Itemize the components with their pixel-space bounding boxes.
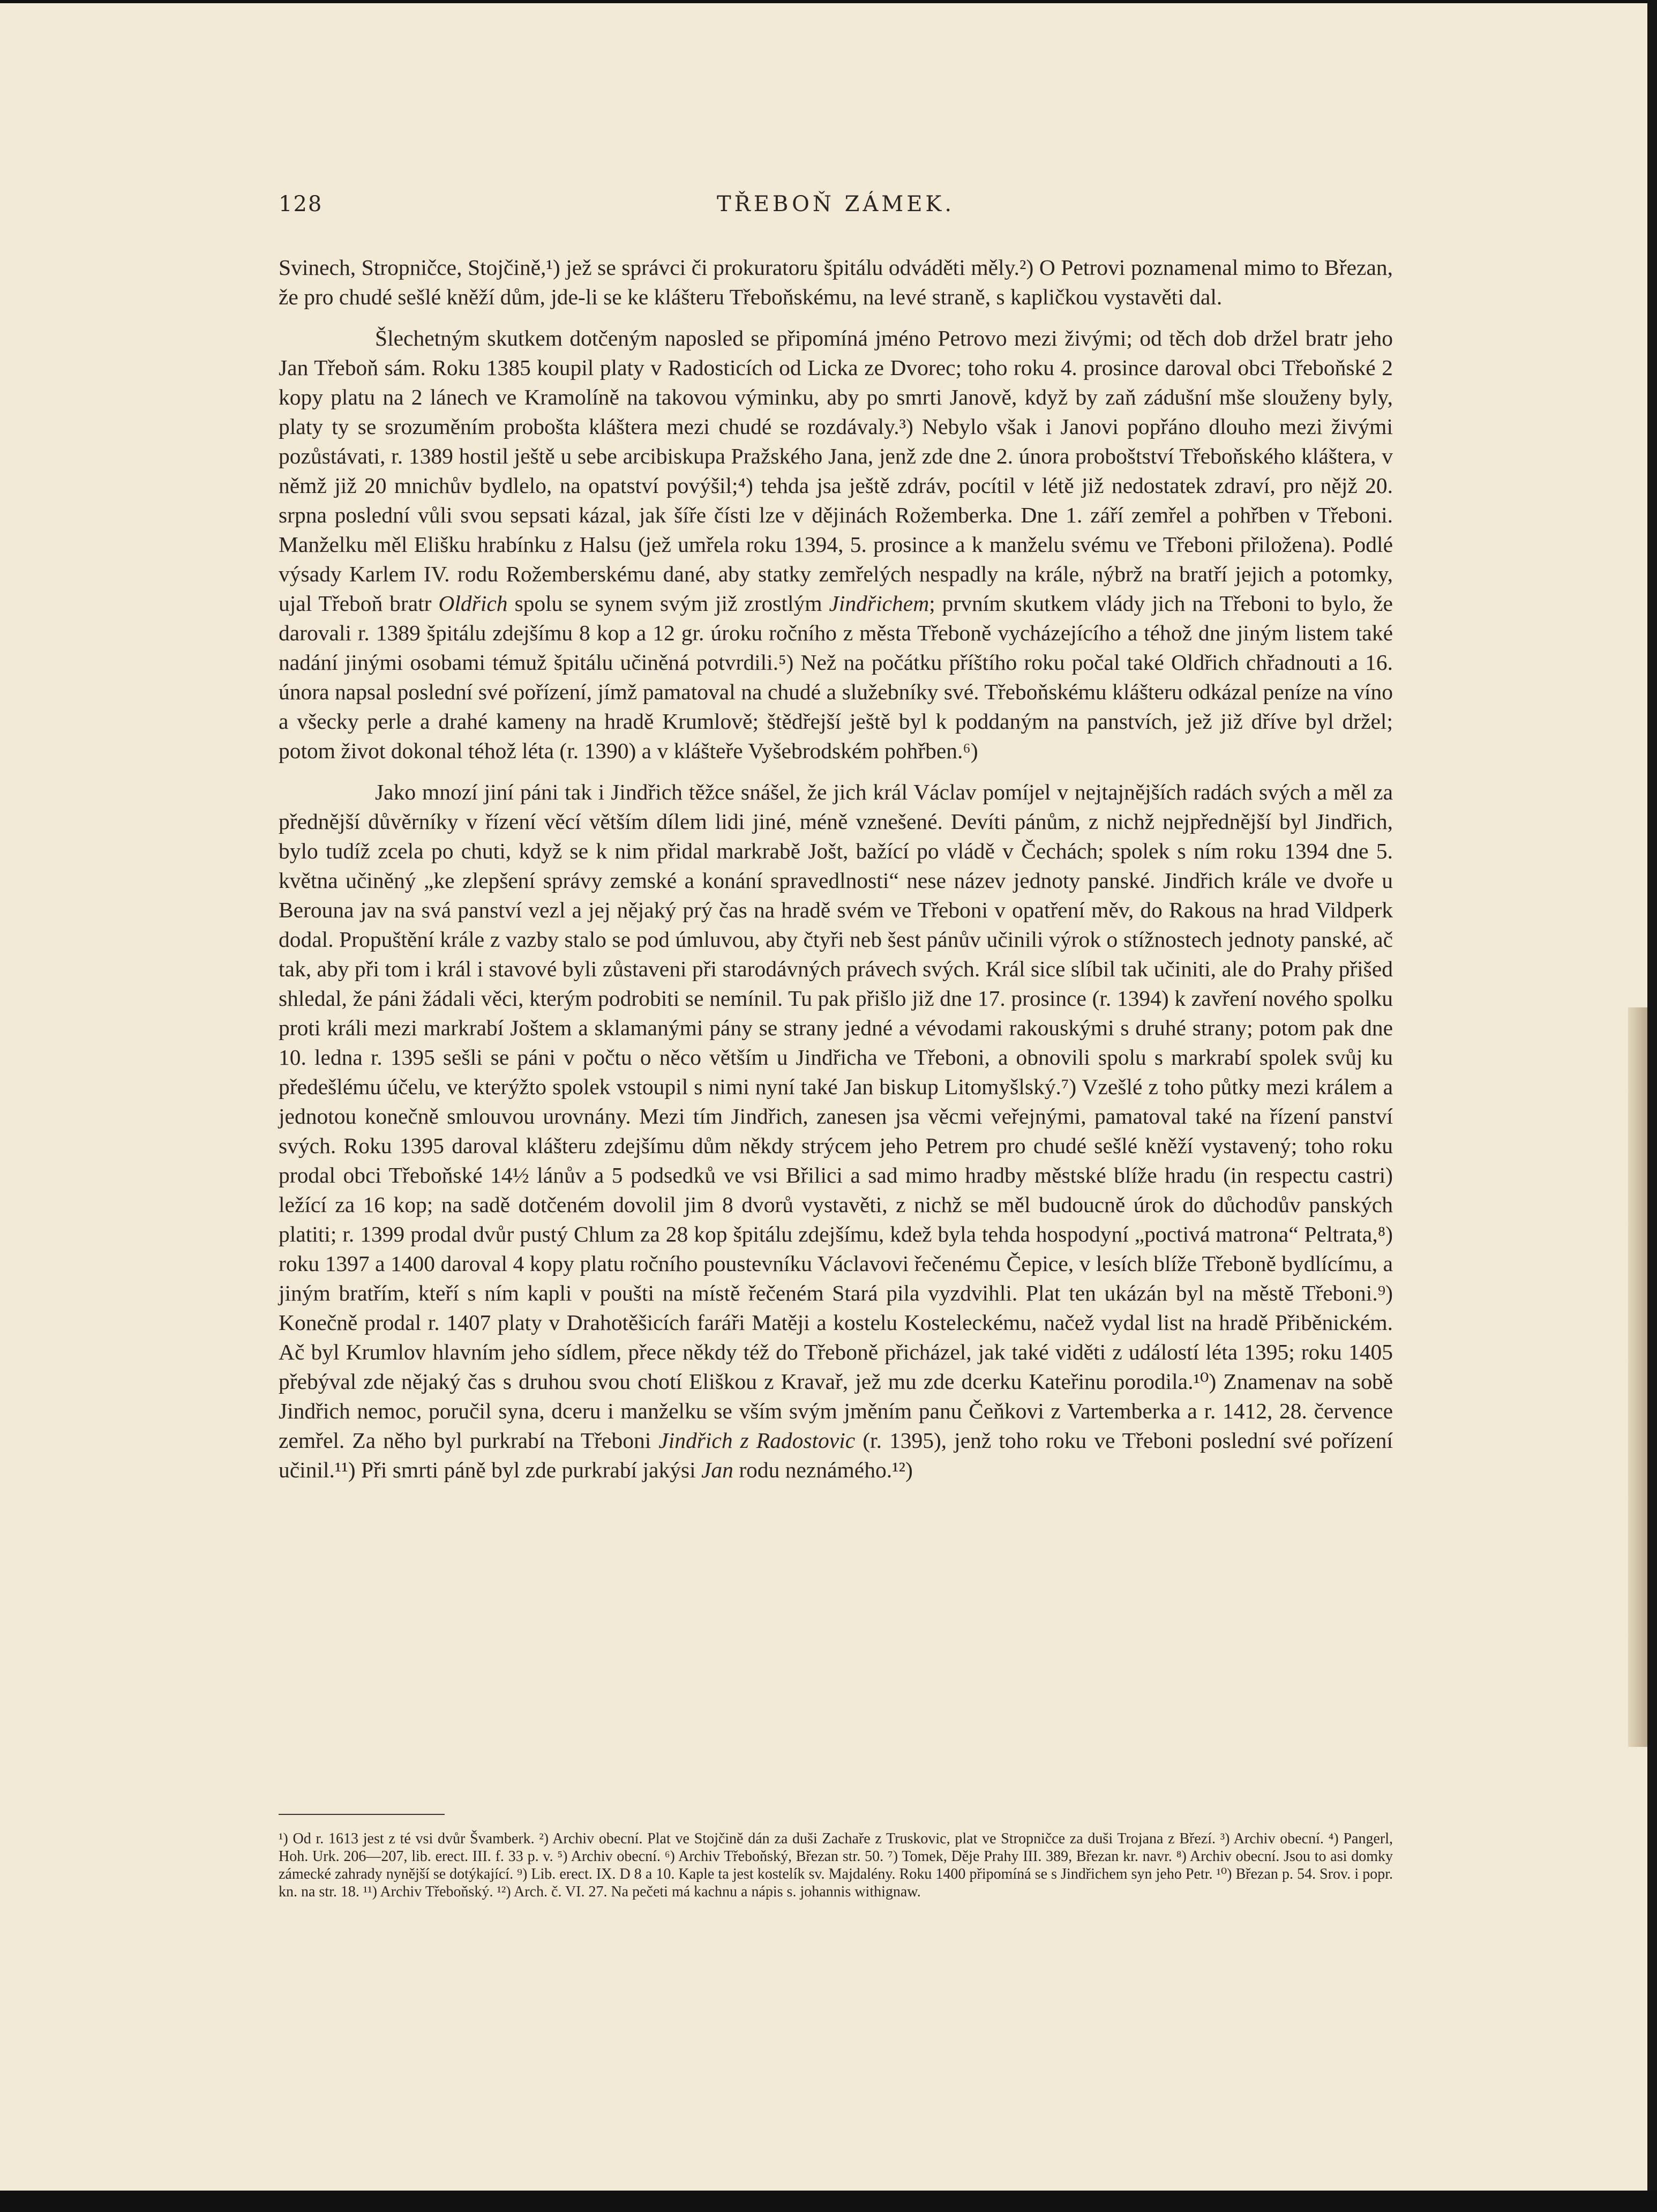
paragraph-text: spolu se synem svým již zrostlým [514, 591, 822, 616]
paragraph [279, 324, 1393, 766]
footnote-divider [279, 1814, 445, 1815]
footnotes: ¹) Od r. 1613 jest z té vsi dvůr Švamberk. ²) Archiv obecní. Plat ve Stojčině dán za duši Zachaře z Truskovic, plat ve Stropničce za duši Trojana z Březí. ³) Archiv obecní. ⁴) Pangerl, Hoh. Urk. 206—207, lib. erect. III. f. 33 p. v. ⁵) Archiv obecní. ⁶) Archiv Třeboňský, Březan str. 50. ⁷) Tomek, Děje Prahy III. 389, Březan kr. navr. ⁸) Archiv obecní. Jsou to asi domky zámecké zahrady nynější se dotýkající. ⁹) Lib. erect. IX. D 8 a 10. Kaple ta jest kostelík sv. Majdalény. Roku 1400 připomíná se s Jindřichem syn jeho Petr. ¹⁰) Březan p. 54. Srov. i popr. kn. na str. 18. ¹¹) Archiv Třeboňský. ¹²) Arch. č. VI. 27. Na pečeti má kachnu a nápis s. johannis withignaw. [279, 1830, 1393, 1900]
person-name: Jan [701, 1458, 733, 1482]
paragraph-text: Šlechetným skutkem dotčeným naposled se připomíná jméno Petrovo mezi živými; od těch dob držel bratr jeho Jan Třeboň sám. Roku 1385 koupil platy v Radosticích od Licka ze Dvorec; toho roku 4. prosince daroval obci Třeboňské 2 kopy platu na 2 lánech ve Kramolíně na takovou výminku, aby po smrti Janově, když by zaň zádušní mše slouženy byly, platy ty se srozuměním probošta kláštera mezi chudé se rozdávaly.³) Nebylo však i Janovi popřáno dlouho mezi živými pozůstávati, r. 1389 hostil ještě u sebe arcibiskupa Pražského Jana, jenž zde dne 2. února proboštství Třeboňského kláštera, v němž již 20 mnichův bydlelo, na opatství povýšil;⁴) tehda jsa ještě zdráv, pocítil v létě již nedostatek zdraví, pro nějž 20. srpna poslední vůli svou sepsati kázal, jak šíře čísti lze v dějinách Rožemberka. Dne 1. září zemřel a pohřben v Třeboni. Manželku měl Elišku hrabínku z Halsu (jež umřela roku 1394, 5. prosince a k manželu svému ve Třeboni přiložena). Podlé výsady Karlem IV. rodu Rožemberskému dané, aby statky zemřelých nespadly na krále, nýbrž na bratří jejich a potomky, ujal Třeboň bratr [279, 326, 1393, 616]
page-number: 128 [279, 192, 323, 216]
scan-edge-bottom [0, 2191, 1657, 2212]
paragraph-text: ; prvním skutkem vlády jich na Třeboni to bylo, že darovali r. 1389 špitálu zdejšímu 8 kop a 12 gr. úroku ročního z města Třeboně vycházejícího a téhož dne jiným listem také nadání jinými osobami témuž špitálu učiněná potvrdili.⁵) Než na počátku příštího roku počal také Oldřich chřadnouti a 16. února napsal poslední své pořízení, jímž pamatoval na chudé a služebníky své. Třeboňskému klášteru odkázal peníze na víno a všecky perle a drahé kameny na hradě Krumlově; štědřejší ještě byl k poddaným na panstvích, jež již dříve byl držel; potom život dokonal téhož léta (r. 1390) a v klášteře Vyšebrodském pohřben.⁶) [279, 591, 1393, 763]
paragraph-text: rodu neznámého.¹²) [739, 1458, 913, 1482]
person-name: Oldřich [438, 591, 508, 616]
paragraph: Svinech, Stropničce, Stojčině,¹) jež se správci či prokuratoru špitálu odváděti měly.²) O Petrovi poznamenal mimo to Březan, že pro chudé sešlé kněží dům, jde-li se ke klášteru Třeboňskému, na levé straně, s kapličkou vystavěti dal. [279, 255, 1393, 309]
paragraph [279, 778, 1393, 1485]
paragraph-text: (r. 1395), jenž toho roku ve Třeboni poslední své pořízení učinil.¹¹) Při smrti páně byl zde purkrabí jakýsi [279, 1428, 1393, 1482]
body-text [279, 253, 1393, 1497]
book-binding-edge [1628, 1007, 1647, 1747]
running-title: TŘEBOŇ ZÁMEK. [716, 192, 955, 216]
scan-edge-right [1647, 0, 1657, 2212]
scan-edge-top [0, 0, 1657, 3]
person-name: Jindřichem [829, 591, 929, 616]
page-header [279, 192, 1393, 224]
paragraph-text: Jako mnozí jiní páni tak i Jindřich těžce snášel, že jich král Václav pomíjel v nejtajnějších radách svých a měl za přednější důvěrníky v řízení věcí větším dílem lidi jiné, méně vznešené. Devíti pánům, z nichž nejpřednější byl Jindřich, bylo tudíž zcela po chuti, když se k nim přidal markrabě Jošt, bažící po vládě v Čechách; spolek s ním roku 1394 dne 5. května učiněný „ke zlepšení správy zemské a konání spravedlnosti“ nese název jednoty panské. Jindřich krále ve dvoře u Berouna jav na svá panství vezl a jej nějaký prý čas na hradě svém ve Třeboni v opatření měv, do Rakous na hrad Vildperk dodal. Propuštění krále z vazby stalo se pod úmluvou, aby čtyři neb šest pánův učinili výrok o stížnostech jednoty panské, ač tak, aby při tom i král i stavové byli zůstaveni při starodávných právech svých. Král sice slíbil tak učiniti, ale do Prahy přišed shledal, že páni žádali věci, kterým podrobiti se nemínil. Tu pak přišlo již dne 17. prosince (r. 1394) k zavření nového spolku proti králi mezi markrabí Joštem a sklamanými pány se strany jedné a vévodami rakouskými s druhé strany; potom pak dne 10. ledna r. 1395 sešli se páni v počtu o něco větším u Jindřicha ve Třeboni, a obnovili spolu s markrabí spolek svůj ku předešlému účelu, ve kterýžto spolek vstoupil s nimi nyní také Jan biskup Litomyšlský.⁷) Vzešlé z toho půtky mezi králem a jednotou konečně smlouvou urovnány. Mezi tím Jindřich, zanesen jsa věcmi veřejnými, pamatoval také na řízení panství svých. Roku 1395 daroval klášteru zdejšímu dům někdy strýcem jeho Petrem pro chudé sešlé kněží vystavený; toho roku prodal obci Třeboňské 14½ lánův a 5 podsedků ve vsi Břilici a sad mimo hradby městské blíže hradu (in respectu castri) ležící za 16 kop; na sadě dotčeném dovolil jim 8 dvorů vystavěti, z nichž se měl budoucně úrok do důchodův panských platiti; r. 1399 prodal dvůr pustý Chlum za 28 kop špitálu zdejšímu, kdež byla tehda hospodyní „poctivá matrona“ Peltrata,⁸) roku 1397 a 1400 daroval 4 kopy platu ročního poustevníku Václavovi řečenému Čepice, v lesích blíže Třeboně bydlícímu, a jiným bratřím, kteří s ním kapli v poušti na místě řečeném Stará pila vyzdvihli. Plat ten ukázán byl na městě Třeboni.⁹) Konečně prodal r. 1407 platy v Drahotěšicích faráři Matěji a kostelu Kosteleckému, načež vydal list na hradě Přiběnickém. Ač byl Krumlov hlavním jeho sídlem, přece někdy též do Třeboně přicházel, jak také viděti z událostí léta 1395; roku 1405 přebýval zde nějaký čas s druhou svou chotí Eliškou z Kravař, jež mu zde dcerku Kateřinu porodila.¹⁰) Znamenav na sobě Jindřich nemoc, poručil syna, dceru i manželku se vším svým jměním panu Čeňkovi z Vartemberka a r. 1412, 28. července zemřel. Za něho byl purkrabí na Třeboni [279, 780, 1393, 1453]
person-name: Jindřich z Radostovic [658, 1428, 856, 1453]
